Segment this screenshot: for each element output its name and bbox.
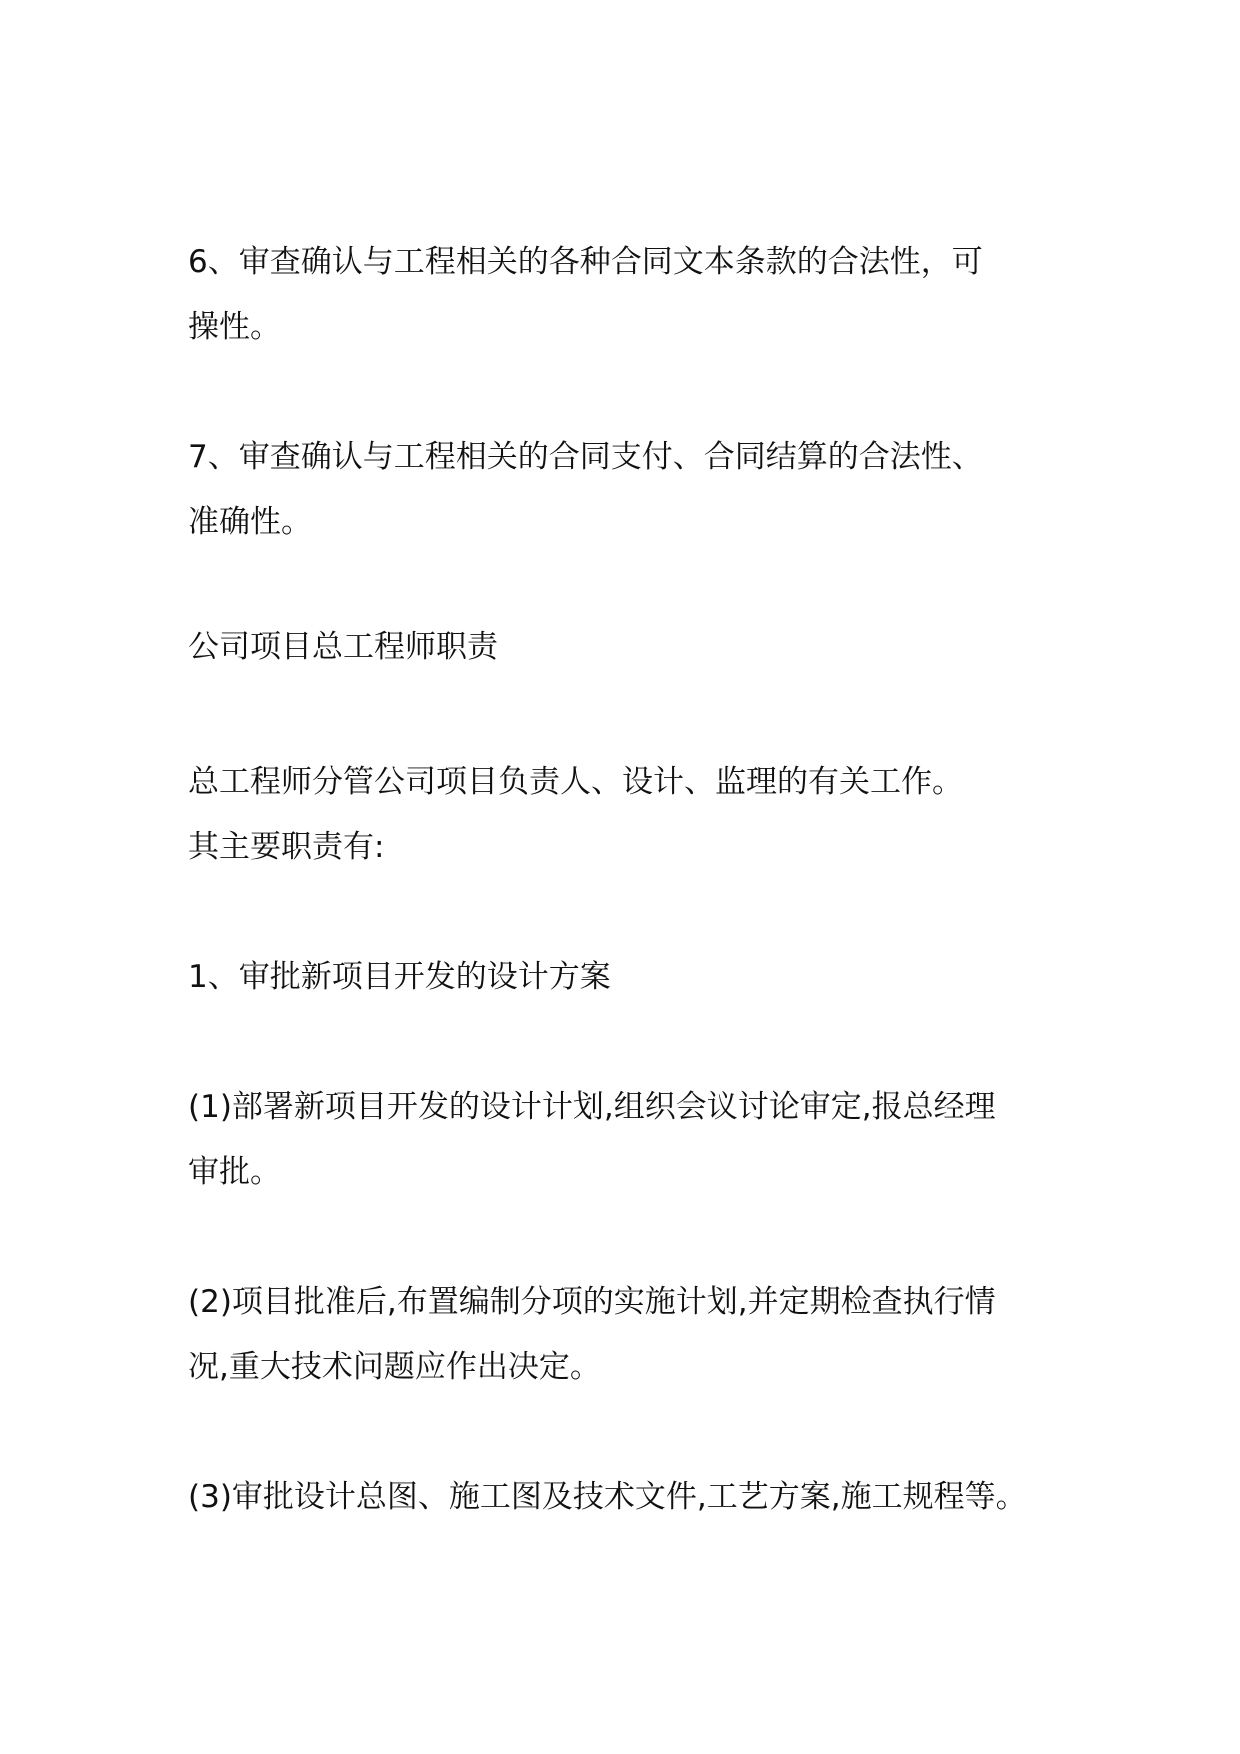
- text-line: 其主要职责有:: [188, 829, 385, 865]
- text-line: (2)项目批准后,布置编制分项的实施计划,并定期检查执行情: [188, 1284, 996, 1320]
- heading-text: 公司项目总工程师职责: [188, 629, 498, 665]
- paragraph-subitem-3: [188, 1465, 1068, 1530]
- paragraph-intro: [188, 750, 1068, 880]
- text-line: 1、审批新项目开发的设计方案: [188, 959, 611, 995]
- text-line: 审批。: [188, 1154, 281, 1190]
- text-line: (1)部署新项目开发的设计计划,组织会议讨论审定,报总经理: [188, 1089, 996, 1125]
- paragraph-subitem-2: [188, 1270, 1068, 1400]
- text-line: 操性。: [188, 309, 281, 345]
- text-line: 准确性。: [188, 504, 312, 540]
- paragraph-item-1: [188, 945, 1068, 1010]
- text-line: (3)审批设计总图、施工图及技术文件,工艺方案,施工规程等。: [188, 1479, 1027, 1515]
- text-line: 况,重大技术问题应作出决定。: [188, 1349, 601, 1385]
- paragraph-subitem-1: [188, 1075, 1068, 1205]
- paragraph-item-7: [188, 425, 1068, 555]
- section-heading: [188, 615, 1068, 680]
- paragraph-item-6: [188, 230, 1068, 360]
- text-line: 6、审查确认与工程相关的各种合同文本条款的合法性，可: [188, 244, 983, 280]
- text-line: 7、审查确认与工程相关的合同支付、合同结算的合法性、: [188, 439, 983, 475]
- text-line: 总工程师分管公司项目负责人、设计、监理的有关工作。: [188, 764, 963, 800]
